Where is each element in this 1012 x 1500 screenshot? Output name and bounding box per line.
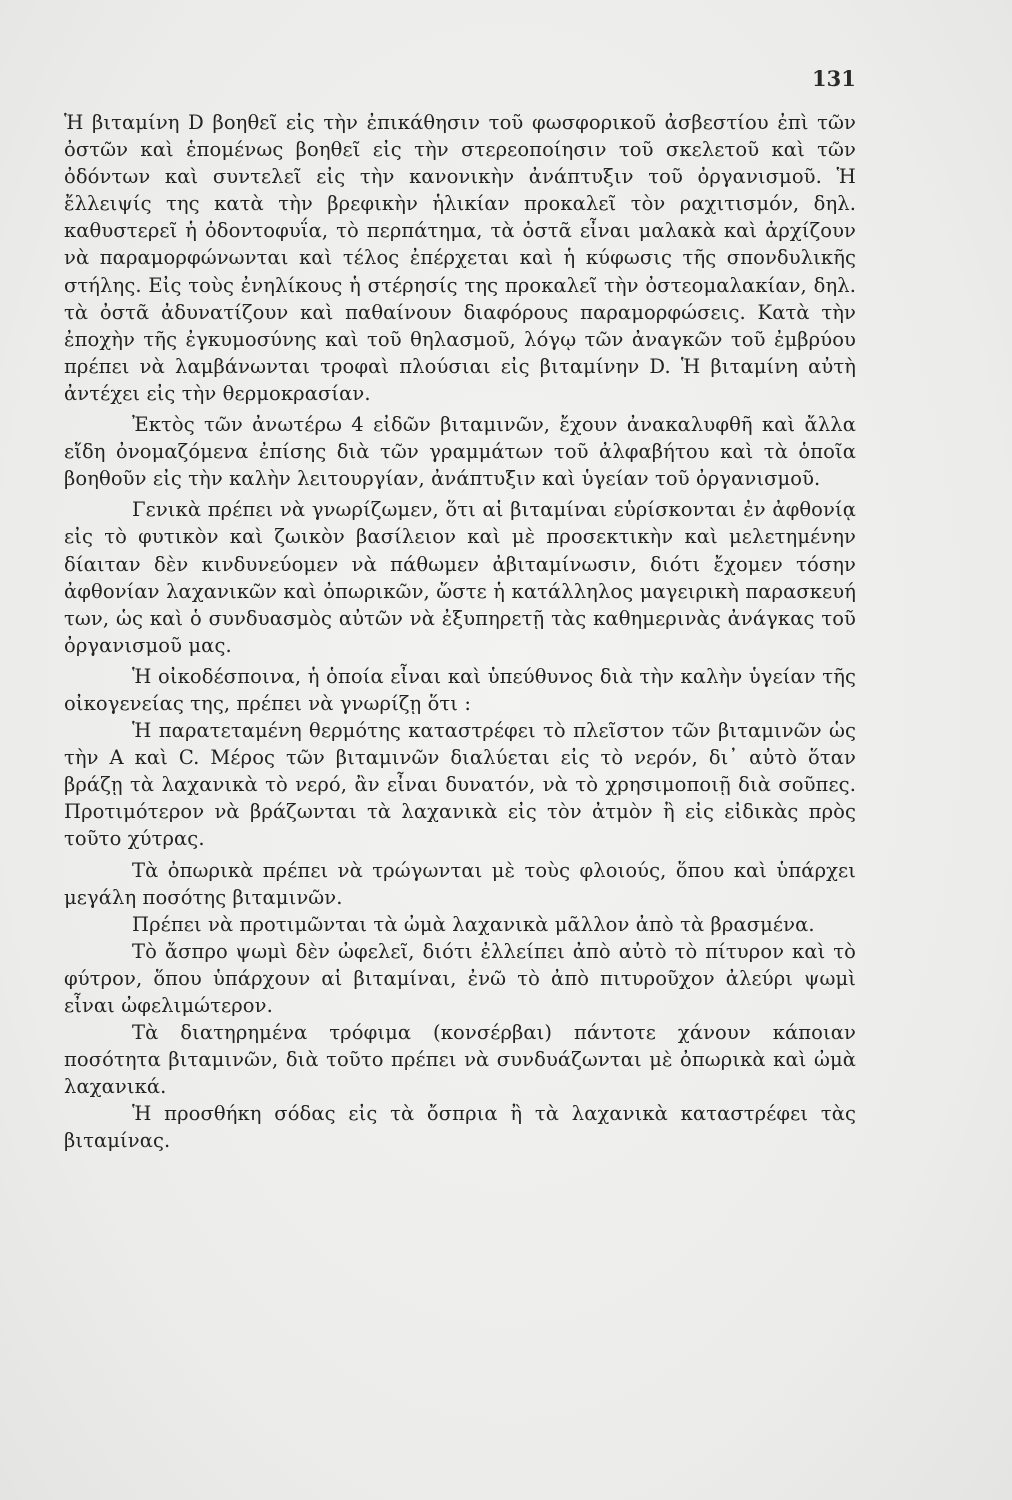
paragraph-housewife: Ἡ οἰκοδέσποινα, ἡ ὁποία εἶναι καὶ ὑπεύθυνος διὰ τὴν καλὴν ὑγείαν τῆς οἰκογενείας της, πρέπει νὰ γνωρίζῃ ὅτι :	[64, 664, 856, 715]
paragraph-heat: Ἡ παρατεταμένη θερμότης καταστρέφει τὸ πλεῖστον τῶν βιταμινῶν ὡς τὴν Α καὶ C. Μέρος τῶν βιταμινῶν διαλύεται εἰς τὸ νερόν, δι᾽ αὐτὸ ὅταν βράζῃ τὰ λαχανικὰ τὸ νερό, ἂν εἶναι δυνατόν, νὰ τὸ χρησιμοποιῇ διὰ σοῦπες. Προτιμότερον νὰ βράζωνται τὰ λαχανικὰ εἰς τὸν ἀτμὸν ἢ εἰς εἰδικὰς πρὸς τοῦτο χύτρας.	[64, 719, 856, 851]
paragraph-general-advice: Γενικὰ πρέπει νὰ γνωρίζωμεν, ὅτι αἱ βιταμίναι εὑρίσκονται ἐν ἀφθονίᾳ εἰς τὸ φυτικὸν καὶ ζωικὸν βασίλειον καὶ μὲ προσεκτικὴν καὶ μελετημένην δίαιταν δὲν κινδυνεύομεν νὰ πάθωμεν ἀβιταμίνωσιν, διότι ἔχομεν τόσην ἀφθονίαν λαχανικῶν καὶ ὀπωρικῶν, ὥστε ἡ κατάλληλος μαγειρικὴ παρασκευή των, ὡς καὶ ὁ συνδυασμὸς αὐτῶν νὰ ἐξυπηρετῇ τὰς καθημερινὰς ἀνάγκας τοῦ ὀργανισμοῦ μας.	[64, 498, 856, 657]
body-text	[64, 109, 856, 1155]
page-number: 131	[812, 66, 856, 91]
paragraph-soda: Ἡ προσθήκη σόδας εἰς τὰ ὄσπρια ἢ τὰ λαχανικὰ καταστρέφει τὰς βιταμίνας.	[64, 1102, 856, 1153]
paragraph-canned-food: Τὰ διατηρημένα τρόφιμα (κονσέρβαι) πάντοτε χάνουν κάποιαν ποσότητα βιταμινῶν, διὰ τοῦτο πρέπει νὰ συνδυάζωνται μὲ ὀπωρικὰ καὶ ὠμὰ λαχανικά.	[64, 1021, 856, 1099]
paragraph-raw-vegetables: Πρέπει νὰ προτιμῶνται τὰ ὠμὰ λαχανικὰ μᾶλλον ἀπὸ τὰ βρασμένα.	[132, 912, 815, 936]
paragraph-vitamin-d: Ἡ βιταμίνη D βοηθεῖ εἰς τὴν ἐπικάθησιν τοῦ φωσφορικοῦ ἀσβεστίου ἐπὶ τῶν ὀστῶν καὶ ἑπομένως βοηθεῖ εἰς τὴν στερεοποίησιν τοῦ σκελετοῦ καὶ τῶν ὀδόντων καὶ συντελεῖ εἰς τὴν κανονικὴν ἀνάπτυξιν τοῦ ὀργανισμοῦ. Ἡ ἔλλειψίς της κατὰ τὴν βρεφικὴν ἡλικίαν προκαλεῖ τὸν ραχιτισμόν, δηλ. καθυστερεῖ ἡ ὀδοντοφυΐα, τὸ περπάτημα, τὰ ὀστᾶ εἶναι μαλακὰ καὶ ἀρχίζουν νὰ παραμορφώνωνται καὶ τέλος ἐπέρχεται καὶ ἡ κύφωσις τῆς σπονδυλικῆς στήλης. Εἰς τοὺς ἐνηλίκους ἡ στέρησίς της προκαλεῖ τὴν ὀστεομαλακίαν, δηλ. τὰ ὀστᾶ ἀδυνατίζουν καὶ παθαίνουν διαφόρους παραμορφώσεις. Κατὰ τὴν ἐποχὴν τῆς ἐγκυμοσύνης καὶ τοῦ θηλασμοῦ, λόγῳ τῶν ἀναγκῶν τοῦ ἐμβρύου πρέπει νὰ λαμβάνωνται τροφαὶ πλούσιαι εἰς βιταμίνην D. Ἡ βιταμίνη αὐτὴ ἀντέχει εἰς τὴν θερμοκρασίαν.	[64, 111, 856, 405]
paragraph-fruits: Τὰ ὀπωρικὰ πρέπει νὰ τρώγωνται μὲ τοὺς φλοιούς, ὅπου καὶ ὑπάρχει μεγάλη ποσότης βιταμινῶν.	[64, 858, 856, 909]
paragraph-other-vitamins: Ἐκτὸς τῶν ἀνωτέρω 4 εἰδῶν βιταμινῶν, ἔχουν ἀνακαλυφθῆ καὶ ἄλλα εἴδη ὀνομαζόμενα ἐπίσης διὰ τῶν γραμμάτων τοῦ ἀλφαβήτου καὶ τὰ ὁποῖα βοηθοῦν εἰς τὴν καλὴν λειτουργίαν, ἀνάπτυξιν καὶ ὑγείαν τοῦ ὀργανισμοῦ.	[64, 413, 856, 491]
paragraph-bread: Τὸ ἄσπρο ψωμὶ δὲν ὠφελεῖ, διότι ἐλλείπει ἀπὸ αὐτὸ τὸ πίτυρον καὶ τὸ φύτρον, ὅπου ὑπάρχουν αἱ βιταμίναι, ἐνῶ τὸ ἀπὸ πιτυροῦχον ἀλεύρι ψωμὶ εἶναι ὠφελιμώτερον.	[64, 939, 856, 1017]
